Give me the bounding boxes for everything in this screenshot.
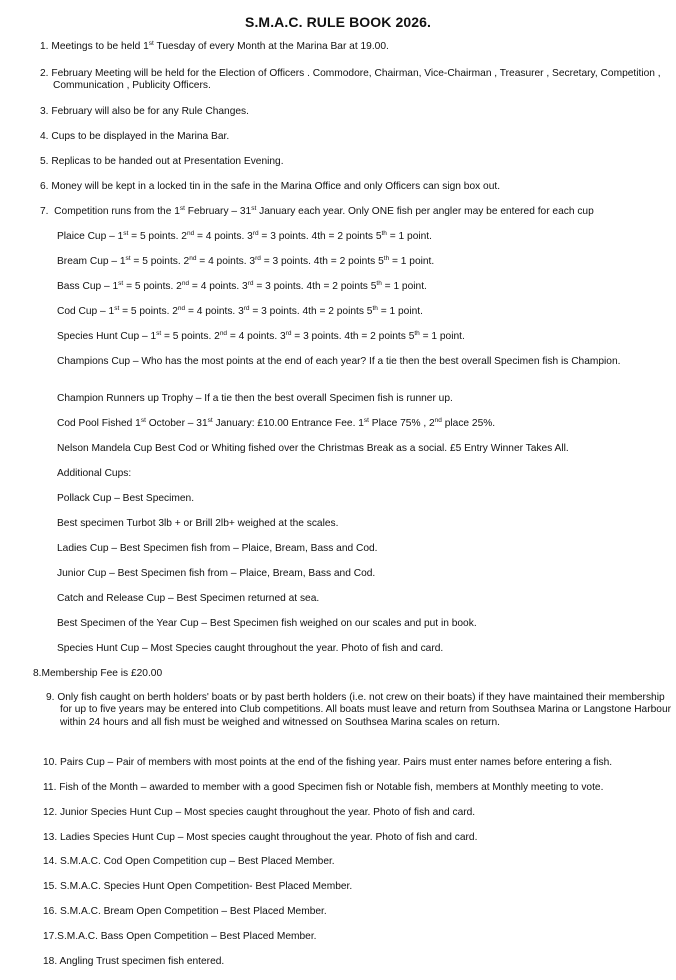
text-fragment: Ladies Species Hunt Cup – Most species caught throughout the year. Photo of fish and card. [60, 832, 478, 843]
text-fragment: = 5 points. 2 [130, 256, 190, 267]
rule-12 [43, 807, 663, 819]
rule-number: 6. [40, 181, 49, 192]
ladies-cup: Ladies Cup – Best Specimen fish from – Plaice, Bream, Bass and Cod. [57, 543, 378, 554]
text-fragment: February – 31 [184, 206, 252, 217]
rule-number: 7. [40, 206, 49, 217]
text-fragment: Pairs Cup – Pair of members with most points at the end of the fishing year. Pairs must enter names before entering a fish. [60, 757, 613, 768]
cod-cup-points [57, 306, 657, 318]
champions-cup: Champions Cup – Who has the most points at the end of each year? If a tie then the best overall Specimen fish is Champion. [57, 356, 621, 367]
rule-14 [43, 856, 663, 868]
rule-number: 1. [40, 41, 49, 52]
rule-number: 18. [43, 956, 58, 967]
text-fragment: th [383, 255, 390, 262]
rule-number: 5. [40, 156, 49, 167]
rule-number: 11. [43, 782, 57, 793]
text-fragment: Bream Cup – [57, 256, 120, 267]
text-fragment: th [381, 230, 387, 237]
text-fragment: Cups to be displayed in the Marina Bar. [51, 131, 230, 142]
text-fragment: Species Hunt Cup – [57, 331, 151, 342]
rule-number: 10. [43, 757, 58, 768]
rule-17: 17.S.M.A.C. Bass Open Competition – Best Placed Member. [43, 931, 317, 942]
text-fragment: st [179, 205, 185, 212]
additional-cups-heading: Additional Cups: [57, 468, 132, 479]
text-fragment: st [140, 417, 146, 424]
rule-number: 14. [43, 856, 58, 867]
text-fragment: Place 75% , 2 [368, 418, 435, 429]
text-fragment: st [251, 205, 257, 212]
text-fragment: nd [434, 417, 442, 424]
text-fragment: January: £10.00 Entrance Fee. 1 [212, 418, 364, 429]
text-fragment: S.M.A.C. Species Hunt Open Competition- Best Placed Member. [60, 881, 353, 892]
rule-15 [43, 881, 663, 893]
text-fragment: 1 [119, 256, 126, 267]
text-fragment: = 1 point. [419, 331, 465, 342]
text-fragment: Junior Species Hunt Cup – Most species caught throughout the year. Photo of fish and card. [60, 807, 476, 818]
text-fragment: 1 [108, 306, 115, 317]
text-fragment: = 1 point. [377, 306, 423, 317]
specimen-of-year-cup: Best Specimen of the Year Cup – Best Specimen fish weighed on our scales and put in book. [57, 618, 477, 629]
text-fragment: = 3 points. 4th = 2 points 5 [253, 281, 377, 292]
rule-6 [40, 181, 660, 193]
rule-3 [40, 106, 660, 118]
text-fragment: rd [243, 305, 250, 312]
text-fragment: Meetings to be held 1 [51, 41, 149, 52]
text-fragment: February will also be for any Rule Changes. [51, 106, 249, 117]
text-fragment: Only fish caught on berth holders' boats or by past berth holders (i.e. not crew on their boats) if they have maintained their membership for up to five years may be entered into Club competitions. All boats must leave and return from Southsea Marina or Langstone Harbour within 24 hours and all fish must be weighed and witnessed on Southsea Marina scales on return. [57, 692, 672, 728]
text-fragment: rd [252, 230, 259, 237]
text-fragment: = 3 points. 4th = 2 points 5 [258, 231, 382, 242]
text-fragment: Cod Pool Fished 1 [57, 418, 141, 429]
text-fragment: = 4 points. 3 [185, 306, 244, 317]
text-fragment: = 1 point. [381, 281, 427, 292]
text-fragment: Fish of the Month – awarded to member with a good Specimen fish or Notable fish, members at Monthly meeting to vote. [59, 782, 604, 793]
rule-13 [43, 832, 663, 844]
text-fragment: st [207, 417, 213, 424]
rule-10 [43, 757, 668, 769]
rule-18 [43, 956, 663, 968]
text-fragment: 1 [150, 331, 157, 342]
rule-number: 13. [43, 832, 58, 843]
text-fragment: = 5 points. 2 [128, 231, 187, 242]
text-fragment: nd [189, 255, 197, 262]
text-fragment: th [376, 280, 382, 287]
text-fragment: February Meeting will be held for the Election of Officers . Commodore, Chairman, Vice-Chairman , Treasurer , Secretary, Competition , Communication , Publicity Officers. [51, 68, 661, 92]
text-fragment: = 5 points. 2 [161, 331, 220, 342]
text-fragment: Cod Cup – [57, 306, 109, 317]
plaice-cup-points [57, 231, 657, 243]
text-fragment: = 3 points. 4th = 2 points 5 [291, 331, 415, 342]
text-fragment: = 1 point. [389, 256, 435, 267]
pollack-cup: Pollack Cup – Best Specimen. [57, 493, 195, 504]
text-fragment: = 3 points. 4th = 2 points 5 [249, 306, 373, 317]
rule-2 [40, 68, 676, 93]
rule-11 [43, 782, 668, 794]
text-fragment: = 5 points. 2 [123, 281, 182, 292]
text-fragment: = 4 points. 3 [196, 256, 256, 267]
rule-4 [40, 131, 660, 143]
text-fragment: st [363, 417, 369, 424]
text-fragment: place 25%. [441, 418, 496, 429]
text-fragment: = 3 points. 4th = 2 points 5 [260, 256, 384, 267]
text-fragment: nd [186, 230, 195, 237]
rule-16 [43, 906, 663, 918]
text-fragment: Competition runs from the 1 [54, 206, 180, 217]
text-fragment: 1 [112, 281, 119, 292]
rule-number: 16. [43, 906, 58, 917]
text-fragment: S.M.A.C. Cod Open Competition cup – Best Placed Member. [60, 856, 335, 867]
page-title: S.M.A.C. RULE BOOK 2026. [245, 14, 431, 30]
bream-cup-points [57, 256, 657, 268]
rule-number: 15. [43, 881, 58, 892]
rule-1 [40, 41, 660, 53]
text-fragment: st [118, 280, 124, 287]
text-fragment: st [156, 330, 162, 337]
text-fragment: 1 [117, 231, 124, 242]
rule-7 [40, 206, 670, 218]
text-fragment: st [125, 255, 131, 262]
text-fragment: nd [181, 280, 190, 287]
text-fragment: st [148, 40, 154, 47]
turbot-brill: Best specimen Turbot 3lb + or Brill 2lb+ weighed at the scales. [57, 518, 339, 529]
text-fragment: rd [255, 255, 261, 262]
species-hunt-cup: Species Hunt Cup – Most Species caught throughout the year. Photo of fish and card. [57, 643, 444, 654]
bass-cup-points [57, 281, 657, 293]
rule-number: 4. [40, 131, 49, 142]
rule-9 [46, 692, 674, 729]
text-fragment: st [114, 305, 120, 312]
text-fragment: Angling Trust specimen fish entered. [59, 956, 225, 967]
species-hunt-cup-points [57, 331, 657, 343]
rule-number: 3. [40, 106, 49, 117]
text-fragment: Tuesday of every Month at the Marina Bar at 19.00. [153, 41, 389, 52]
catch-release-cup: Catch and Release Cup – Best Specimen returned at sea. [57, 593, 320, 604]
rule-number: 9. [46, 692, 55, 703]
rule-number: 12. [43, 807, 58, 818]
text-fragment: th [414, 330, 420, 337]
text-fragment: nd [219, 330, 228, 337]
text-fragment: Replicas to be handed out at Presentation Evening. [51, 156, 284, 167]
cod-pool [57, 418, 657, 430]
text-fragment: Plaice Cup – [57, 231, 118, 242]
rule-number: 2. [40, 68, 49, 79]
runners-up-trophy: Champion Runners up Trophy – If a tie then the best overall Specimen fish is runner up. [57, 393, 453, 404]
text-fragment: S.M.A.C. Bream Open Competition – Best Placed Member. [60, 906, 327, 917]
text-fragment: nd [177, 305, 186, 312]
text-fragment: = 5 points. 2 [119, 306, 178, 317]
text-fragment: rd [285, 330, 292, 337]
text-fragment: rd [247, 280, 254, 287]
text-fragment: = 1 point. [386, 231, 432, 242]
text-fragment: January each year. Only ONE fish per angler may be entered for each cup [256, 206, 594, 217]
text-fragment: th [372, 305, 378, 312]
nelson-mandela-cup: Nelson Mandela Cup Best Cod or Whiting fished over the Christmas Break as a social. £5 Entry Winner Takes All. [57, 443, 569, 454]
text-fragment: October – 31 [145, 418, 208, 429]
rule-5 [40, 156, 660, 168]
text-fragment: st [123, 230, 129, 237]
text-fragment: = 4 points. 3 [227, 331, 286, 342]
text-fragment: Money will be kept in a locked tin in the safe in the Marina Office and only Officers can sign box out. [51, 181, 501, 192]
junior-cup: Junior Cup – Best Specimen fish from – Plaice, Bream, Bass and Cod. [57, 568, 376, 579]
text-fragment: = 4 points. 3 [194, 231, 253, 242]
text-fragment: Bass Cup – [57, 281, 113, 292]
text-fragment: = 4 points. 3 [189, 281, 248, 292]
rule-8: 8.Membership Fee is £20.00 [33, 668, 163, 679]
